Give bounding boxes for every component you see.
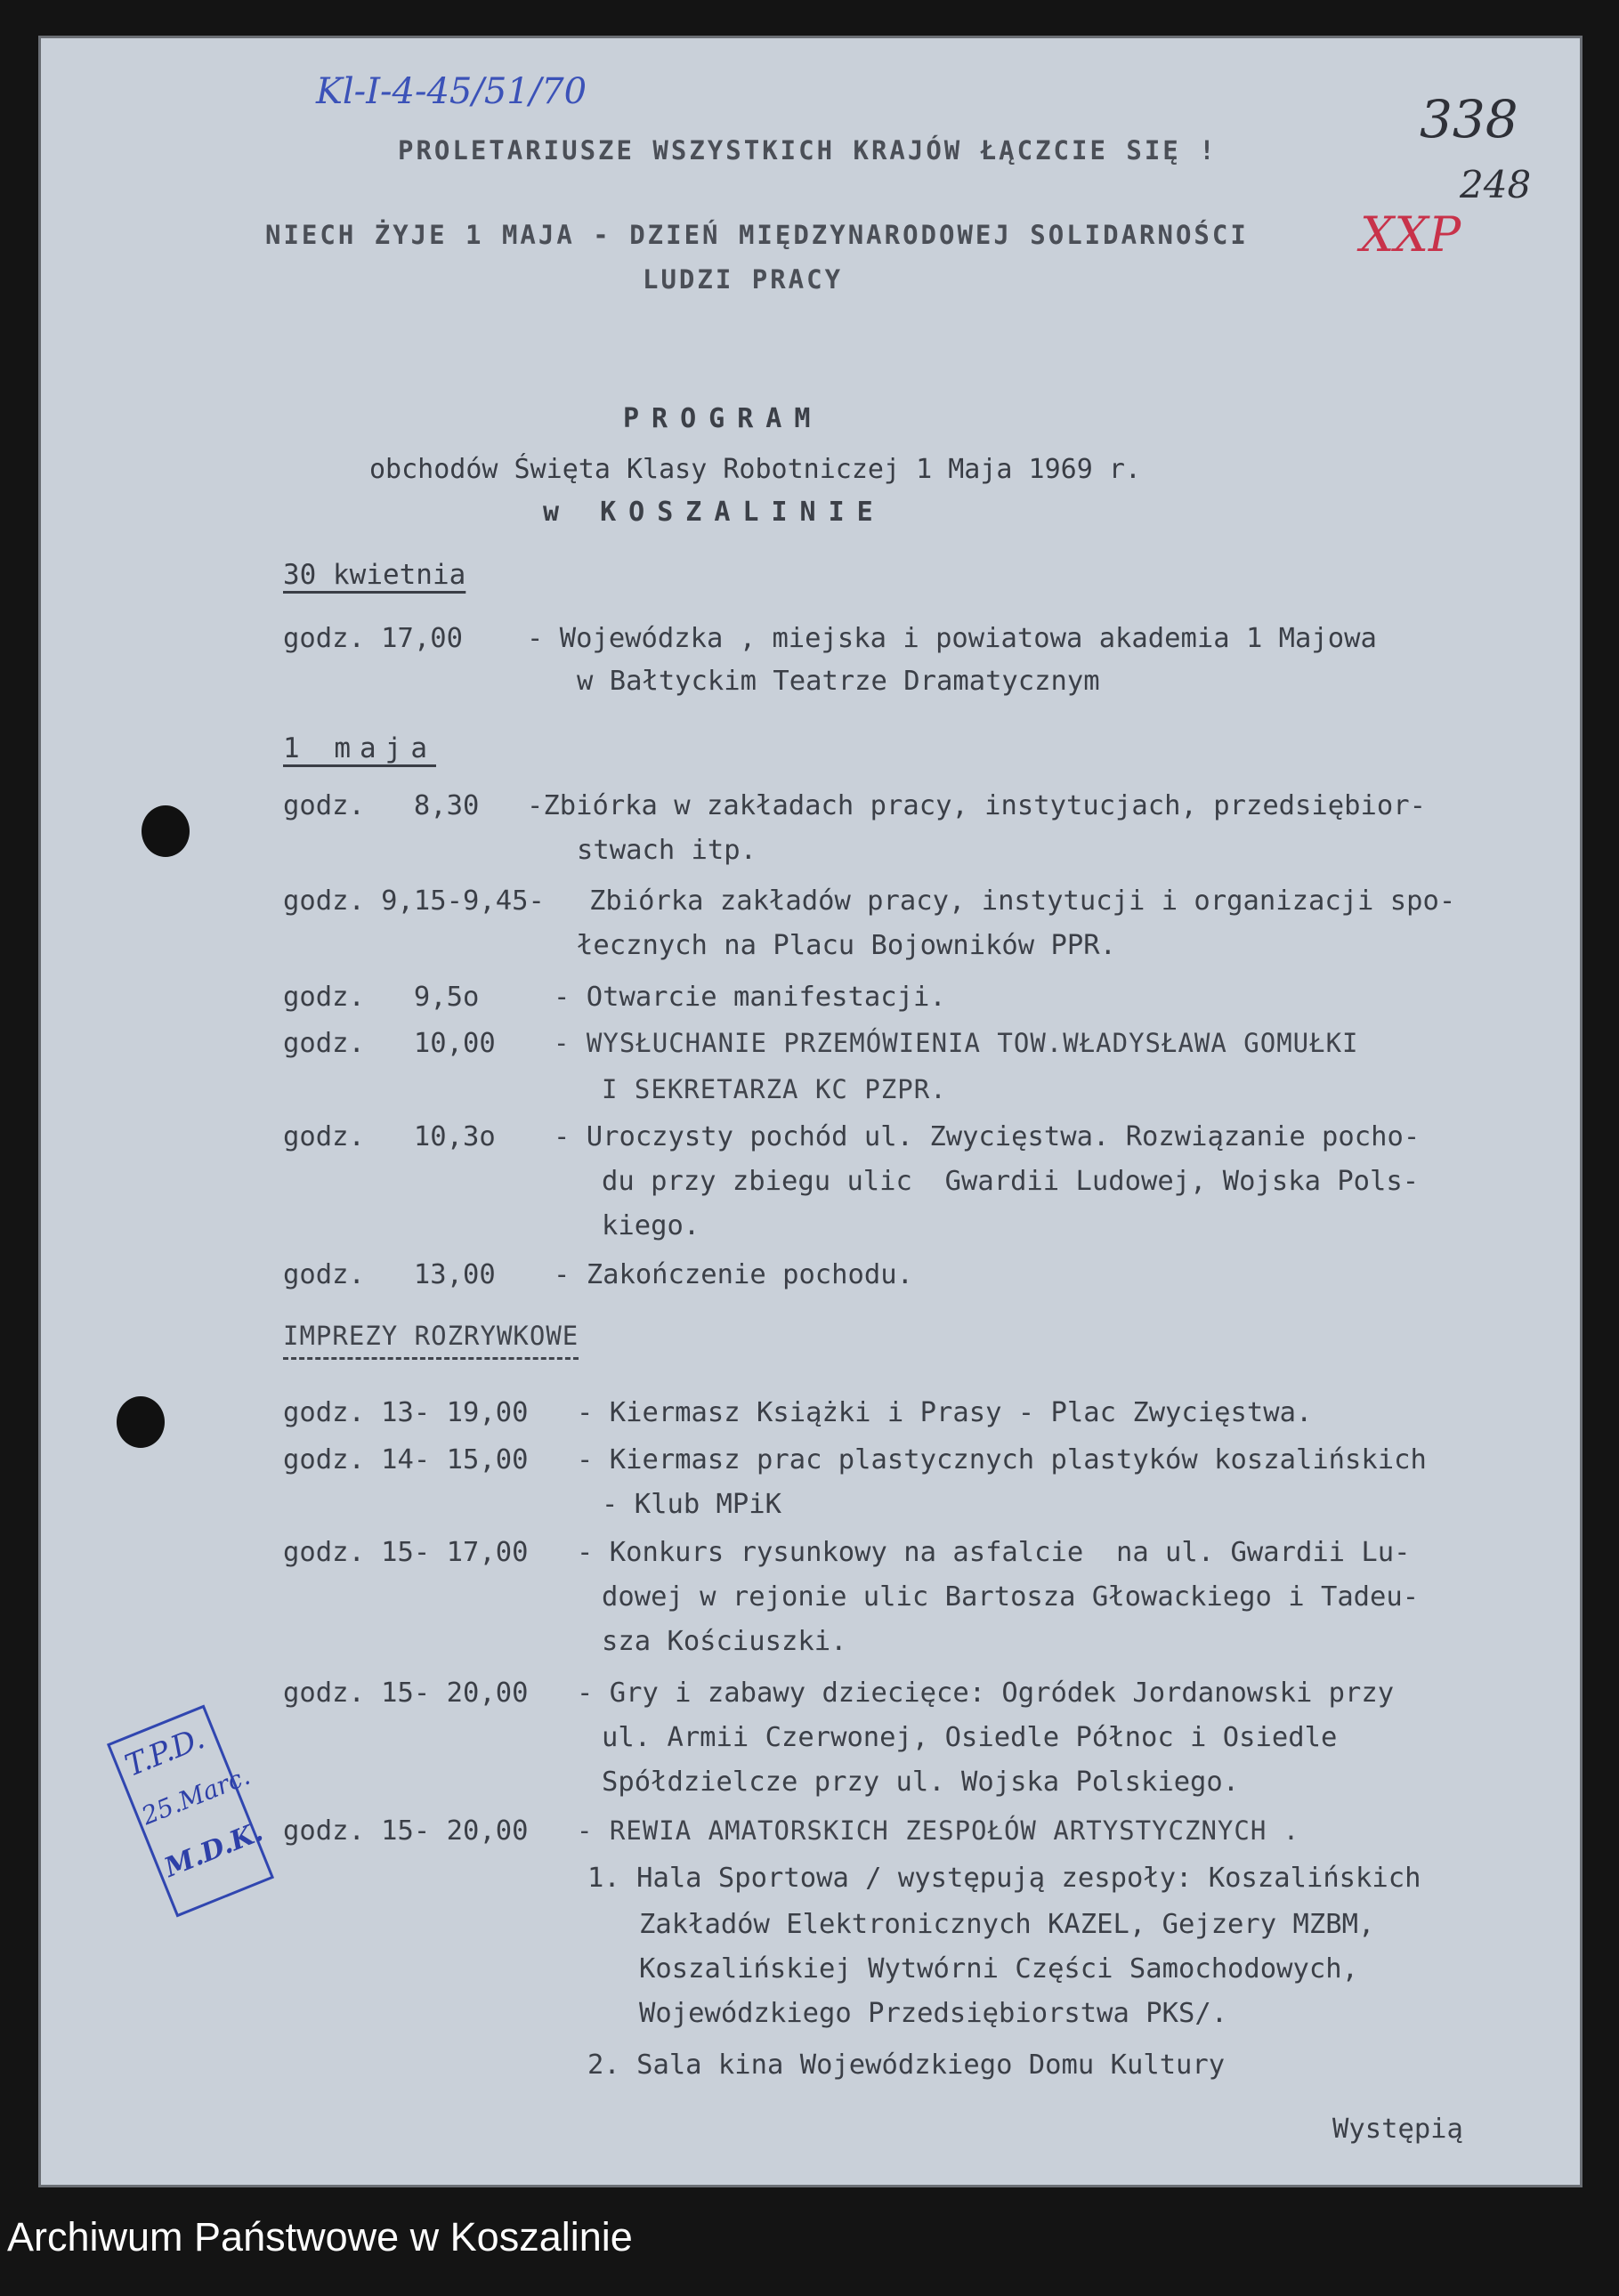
event-description-cont: w Bałtyckim Teatrze Dramatycznym xyxy=(577,666,1100,697)
section-heading-entertainment: IMPREZY ROZRYWKOWE xyxy=(283,1321,579,1351)
continuation-word: Występią xyxy=(1332,2114,1463,2145)
sub-item-cont: Zakładów Elektronicznych KAZEL, Gejzery MZBM, xyxy=(639,1909,1375,1940)
event-time: godz. 15- 20,00 xyxy=(283,1815,529,1847)
archive-name: Archiwum Państwowe w Koszalinie xyxy=(7,2214,633,2260)
event-description-cont: I SEKRETARZA KC PZPR. xyxy=(602,1074,947,1104)
stamp-text-3: M.D.K. xyxy=(160,1816,268,1884)
event-time: godz. 9,5o xyxy=(283,982,480,1013)
stamp-text-1: T.P.D. xyxy=(120,1720,210,1784)
event-description-cont: łecznych na Placu Bojowników PPR. xyxy=(577,930,1116,961)
program-title: PROGRAM xyxy=(623,403,823,434)
program-subtitle: obchodów Święta Klasy Robotniczej 1 Maja 1969 r. xyxy=(369,454,1141,485)
event-time: godz. 8,30 xyxy=(283,790,480,821)
sub-item-cont: Koszalińskiej Wytwórni Części Samochodowych, xyxy=(639,1953,1358,1985)
event-description: - Wojewódzka , miejska i powiatowa akademia 1 Majowa xyxy=(527,623,1377,654)
header-line-1: PROLETARIUSZE WSZYSTKICH KRAJÓW ŁĄCZCIE SIĘ ! xyxy=(398,135,1218,166)
sub-item-cont: Wojewódzkiego Przedsiębiorstwa PKS/. xyxy=(639,1998,1228,2029)
red-handwritten-mark: XXP xyxy=(1360,206,1461,263)
date-heading-30-april: 30 kwietnia xyxy=(283,559,466,591)
event-description-cont: ul. Armii Czerwonej, Osiedle Północ i Osiedle xyxy=(602,1722,1338,1753)
page-number-handwritten: 338 xyxy=(1420,89,1518,150)
event-description: - Zakończenie pochodu. xyxy=(554,1259,913,1290)
event-time: godz. 17,00 xyxy=(283,623,463,654)
event-description: - Kiermasz prac plastycznych plastyków koszalińskich xyxy=(577,1444,1427,1475)
event-description-cont: stwach itp. xyxy=(577,835,757,866)
event-time: godz. 14- 15,00 xyxy=(283,1444,529,1475)
punch-hole xyxy=(142,805,190,857)
punch-hole xyxy=(117,1396,165,1448)
archive-reference: Kl-I-4-45/51/70 xyxy=(316,71,587,112)
event-description-cont: dowej w rejonie ulic Bartosza Głowackiego i Tadeu- xyxy=(602,1581,1420,1613)
event-description-cont: du przy zbiegu ulic Gwardii Ludowej, Wojska Pols- xyxy=(602,1166,1420,1197)
event-description: - Gry i zabawy dziecięce: Ogródek Jordanowski przy xyxy=(577,1678,1395,1709)
header-line-2: NIECH ŻYJE 1 MAJA - DZIEŃ MIĘDZYNARODOWEJ SOLIDARNOŚCI xyxy=(265,220,1249,250)
event-description: - Uroczysty pochód ul. Zwycięstwa. Rozwiązanie pocho- xyxy=(554,1121,1421,1152)
event-time: godz. 9,15-9,45- xyxy=(283,885,545,917)
event-time: godz. 10,3o xyxy=(283,1121,496,1152)
date-heading-1-may: 1 maja xyxy=(283,732,436,764)
event-description-cont: kiego. xyxy=(602,1210,700,1241)
page-number-secondary: 248 xyxy=(1460,163,1532,206)
archive-footer-bar xyxy=(0,2187,1619,2296)
sub-item: 1. Hala Sportowa / występują zespoły: Koszalińskich xyxy=(587,1863,1421,1894)
event-time: godz. 13,00 xyxy=(283,1259,496,1290)
event-time: godz. 13- 19,00 xyxy=(283,1397,529,1428)
event-description-cont: sza Kościuszki. xyxy=(602,1626,847,1657)
event-description: - Konkurs rysunkowy na asfalcie na ul. Gwardii Lu- xyxy=(577,1537,1411,1568)
event-description: - Kiermasz Książki i Prasy - Plac Zwycięstwa. xyxy=(577,1397,1313,1428)
event-time: godz. 10,00 xyxy=(283,1028,496,1059)
event-description-cont: - Klub MPiK xyxy=(602,1489,781,1520)
header-line-3: LUDZI PRACY xyxy=(643,264,844,295)
sub-item: 2. Sala kina Wojewódzkiego Domu Kultury xyxy=(587,2049,1226,2081)
event-description: - Otwarcie manifestacji. xyxy=(554,982,946,1013)
program-city: w KOSZALINIE xyxy=(543,497,886,528)
event-description: - REWIA AMATORSKICH ZESPOŁÓW ARTYSTYCZNYCH . xyxy=(577,1815,1300,1846)
event-description: -Zbiórka w zakładach pracy, instytucjach, przedsiębior- xyxy=(527,790,1426,821)
event-description-cont: Spółdzielcze przy ul. Wojska Polskiego. xyxy=(602,1766,1240,1798)
event-time: godz. 15- 20,00 xyxy=(283,1678,529,1709)
event-description: - WYSŁUCHANIE PRZEMÓWIENIA TOW.WŁADYSŁAWA GOMUŁKI xyxy=(554,1028,1359,1058)
event-description: Zbiórka zakładów pracy, instytucji i organizacji spo- xyxy=(589,885,1456,917)
event-time: godz. 15- 17,00 xyxy=(283,1537,529,1568)
stamp-text-2: 25.Marc. xyxy=(137,1760,255,1831)
